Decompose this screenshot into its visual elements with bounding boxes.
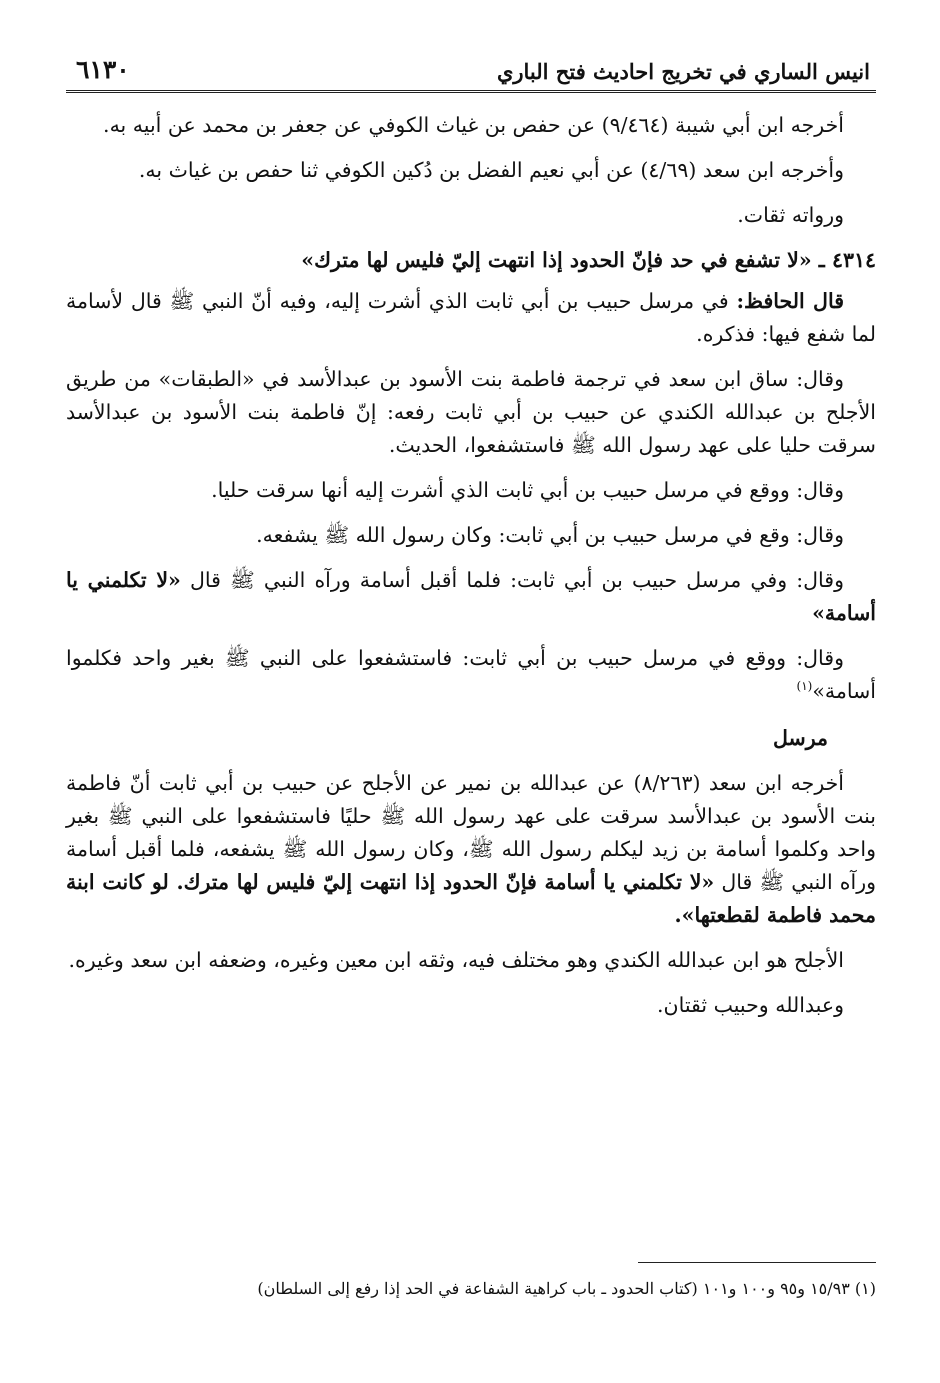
- paragraph-3: ورواته ثقات.: [737, 203, 844, 227]
- hadith-heading: ٤٣١٤ ـ «لا تشفع في حد فإنّ الحدود إذا انتهت إليّ فليس لها مترك»: [301, 248, 876, 272]
- footnote: (١) ١٥/٩٣ و٩٥ و١٠٠ و١٠١ (كتاب الحدود ـ باب كراهية الشفاعة في الحد إذا رفع إلى السلطان): [257, 1279, 876, 1298]
- paragraph-4: [66, 285, 876, 351]
- paragraph-12: وعبدالله وحبيب ثقتان.: [657, 993, 844, 1017]
- paragraph-9: [66, 642, 876, 708]
- speaker-label: قال الحافظ:: [736, 289, 844, 313]
- paragraph-7: وقال: وقع في مرسل حبيب بن أبي ثابت: وكان رسول الله ﷺ يشفعه.: [256, 523, 844, 547]
- paragraph-4-text: في مرسل حبيب بن أبي ثابت الذي أشرت إليه، وفيه أنّ النبي ﷺ قال لأسامة لما شفع فيها: فذكره.: [66, 289, 876, 346]
- paragraph-10-text: أخرجه ابن سعد (٨/٢٦٣) عن عبدالله بن نمير عن الأجلح عن حبيب بن أبي ثابت أنّ فاطمة بنت الأسود بن عبدالأسد سرقت على عهد رسول الله ﷺ حليًا فاستشفعوا على النبي ﷺ بغير واحد وكلموا أسامة بن زيد ليكلم رسول الله ﷺ، وكان رسول الله ﷺ يشفعه، فلما أقبل أسامة ورآه النبي ﷺ قال: [66, 771, 877, 894]
- paragraph-5: وقال: ساق ابن سعد في ترجمة فاطمة بنت الأسود بن عبدالأسد في «الطبقات» من طريق الأجلح بن عبدالله الكندي عن حبيب بن أبي ثابت رفعه: إنّ فاطمة بنت الأسود بن عبدالأسد سرقت حليا على عهد رسول الله ﷺ فاستشفعوا، الحديث.: [66, 367, 876, 457]
- paragraph-8-text: وقال: وفي مرسل حبيب بن أبي ثابت: فلما أقبل أسامة ورآه النبي ﷺ قال: [180, 568, 844, 592]
- paragraph-2: وأخرجه ابن سعد (٤/٦٩) عن أبي نعيم الفضل بن دُكين الكوفي ثنا حفص بن غياث به.: [138, 158, 844, 182]
- running-title: انيس الساري في تخريج احاديث فتح الباري: [496, 59, 870, 84]
- page-body: [66, 109, 876, 1022]
- page-header: [66, 40, 876, 93]
- paragraph-11: الأجلح هو ابن عبدالله الكندي وهو مختلف فيه، وثقه ابن معين وغيره، وضعفه ابن سعد وغيره.: [68, 948, 844, 972]
- footnote-marker: (١): [796, 679, 813, 694]
- paragraph-6: وقال: ووقع في مرسل حبيب بن أبي ثابت الذي أشرت إليه أنها سرقت حليا.: [211, 478, 844, 502]
- paragraph-10: [66, 767, 876, 932]
- paragraph-8-quote: «لا تكلمني يا أسامة»: [66, 568, 876, 625]
- section-heading: مرسل: [773, 726, 828, 750]
- paragraph-8: [66, 564, 876, 630]
- paragraph-1: أخرجه ابن أبي شيبة (٩/٤٦٤) عن حفص بن غياث الكوفي عن جعفر بن محمد عن أبيه به.: [103, 113, 844, 137]
- paragraph-10-quote: «لا تكلمني يا أسامة فإنّ الحدود إذا انتهت إليّ فليس لها مترك. لو كانت ابنة محمد فاطمة لقطعتها».: [66, 870, 876, 927]
- paragraph-9-text: وقال: ووقع في مرسل حبيب بن أبي ثابت: فاستشفعوا على النبي ﷺ بغير واحد فكلموا أسامة»: [66, 646, 876, 703]
- footnote-divider: [638, 1262, 876, 1263]
- page-number: ٦١٣٠: [76, 55, 130, 84]
